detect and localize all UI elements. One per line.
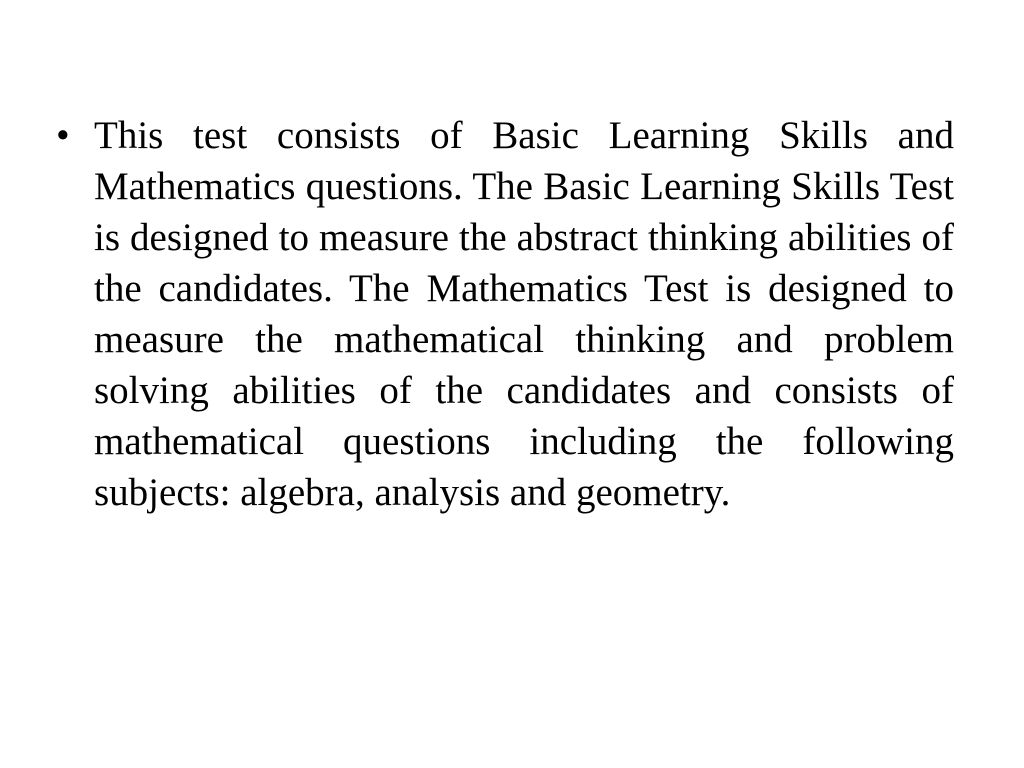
bullet-item <box>56 110 954 518</box>
bullet-text: This test consists of Basic Learning Skills and Mathematics questions. The Basic Learning Skills Test is designed to measure the abstract thinking abilities of the candidates. The Mathematics Test is designed to measure the mathematical thinking and problem solving abilities of the candidates and consists of mathematical questions including the following subjects: algebra, analysis and geometry. <box>94 114 954 514</box>
bullet-list <box>56 110 954 518</box>
bullet-icon: • <box>56 114 70 157</box>
